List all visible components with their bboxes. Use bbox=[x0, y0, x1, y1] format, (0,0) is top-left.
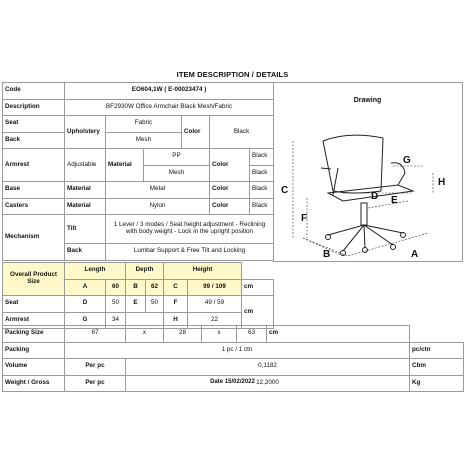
tilt-label: Tilt bbox=[65, 215, 106, 244]
chair-drawing bbox=[273, 113, 461, 258]
length-header: Length bbox=[65, 263, 126, 280]
packing-size-x2: x bbox=[202, 326, 237, 343]
mechanism-back-value: Lumbar Support & Free Tilt and Locking bbox=[106, 244, 274, 261]
dim-c-label: C bbox=[164, 279, 188, 296]
tilt-value: 1 Lever / 3 modes / Seat height adjustment - Reclining with body weight - Lock in the upright position bbox=[106, 215, 274, 244]
casters-row bbox=[3, 198, 274, 215]
label-h: H bbox=[438, 177, 446, 188]
armrest-mesh: Mesh bbox=[144, 165, 210, 182]
casters-color-label: Color bbox=[210, 198, 250, 215]
spec-table bbox=[2, 82, 274, 261]
packing-size-unit: cm bbox=[267, 326, 410, 343]
upholstery-color-label: Color bbox=[182, 116, 210, 149]
sheet-title: ITEM DESCRIPTION / DETAILS bbox=[176, 70, 289, 79]
drawing-header: Drawing bbox=[353, 97, 382, 104]
mechanism-back-label: Back bbox=[65, 244, 106, 261]
description-value: BF2930W Office Armchair Black Mesh/Fabric bbox=[65, 99, 274, 116]
dim-b-label: B bbox=[126, 279, 146, 296]
seat-dim-label: Seat bbox=[3, 296, 65, 313]
volume-value: 0,1182 bbox=[126, 359, 410, 376]
dim-f-label: F bbox=[164, 296, 188, 313]
base-color-label: Color bbox=[210, 182, 250, 199]
base-material: Metal bbox=[106, 182, 210, 199]
seat-row bbox=[3, 116, 274, 133]
label-b: B bbox=[323, 249, 331, 258]
chair-outline bbox=[321, 135, 413, 255]
base-material-label: Material bbox=[65, 182, 106, 199]
volume-label: Volume bbox=[3, 359, 65, 376]
seat-armrest-unit: cm bbox=[242, 296, 274, 329]
upholstery-color: Black bbox=[210, 116, 274, 149]
dim-g-label: G bbox=[65, 312, 106, 329]
base-label: Base bbox=[3, 182, 65, 199]
armrest-material-label: Material bbox=[106, 149, 144, 182]
armrest-row-1 bbox=[3, 149, 274, 166]
header-blank bbox=[242, 263, 274, 280]
dim-d-label: D bbox=[65, 296, 106, 313]
code-row bbox=[3, 83, 274, 100]
packing-size-row bbox=[3, 326, 464, 343]
packing-size-label: Packing Size bbox=[3, 326, 65, 343]
seat-dim-row bbox=[3, 296, 274, 313]
dim-e-label: E bbox=[126, 296, 146, 313]
description-label: Description bbox=[3, 99, 65, 116]
packing-unit: pc/ctn bbox=[410, 342, 464, 359]
upholstery-fabric: Fabric bbox=[106, 116, 182, 133]
packing-label: Packing bbox=[3, 342, 65, 359]
armrest-label: Armrest bbox=[3, 149, 65, 182]
volume-unit: Cbm bbox=[410, 359, 464, 376]
armrest-color-label: Color bbox=[210, 149, 250, 182]
dimension-header-row bbox=[3, 263, 274, 280]
mechanism-label: Mechanism bbox=[3, 215, 65, 261]
weight-value: 12,2000 bbox=[126, 375, 410, 392]
packing-size-height: 63 bbox=[237, 326, 267, 343]
back-label: Back bbox=[3, 132, 65, 149]
code-label: Code bbox=[3, 83, 65, 100]
label-e: E bbox=[391, 195, 398, 206]
dim-h-value: 22 bbox=[188, 312, 242, 329]
dim-b-value: 62 bbox=[146, 279, 164, 296]
drawing-panel bbox=[273, 82, 463, 262]
packing-row bbox=[3, 342, 464, 359]
packing-size-blank bbox=[410, 326, 464, 343]
base-row bbox=[3, 182, 274, 199]
dimension-labels bbox=[281, 155, 445, 258]
casters-label: Casters bbox=[3, 198, 65, 215]
overall-size-label: Overall Product Size bbox=[3, 263, 65, 296]
overall-unit: cm bbox=[242, 279, 274, 296]
armrest-dim-label: Armrest bbox=[3, 312, 65, 329]
armrest-pp: PP bbox=[144, 149, 210, 166]
volume-per: Per pc bbox=[65, 359, 126, 376]
depth-header: Depth bbox=[126, 263, 164, 280]
packing-size-width: 28 bbox=[164, 326, 202, 343]
casters-material: Nylon bbox=[106, 198, 210, 215]
dim-d-value: 50 bbox=[106, 296, 126, 313]
armrest-type: Adjustable bbox=[65, 149, 106, 182]
label-f: F bbox=[301, 213, 308, 224]
label-a: A bbox=[411, 249, 419, 258]
casters-material-label: Material bbox=[65, 198, 106, 215]
mechanism-tilt-row bbox=[3, 215, 274, 244]
upholstery-mesh: Mesh bbox=[106, 132, 182, 149]
packing-size-length: 67 bbox=[65, 326, 126, 343]
label-d: D bbox=[371, 191, 379, 202]
weight-unit: Kg bbox=[410, 375, 464, 392]
code-value: EO604,1W ( E-00023474 ) bbox=[65, 83, 274, 100]
base-color: Black bbox=[250, 182, 274, 199]
armrest-color-1: Black bbox=[250, 149, 274, 166]
dim-a-label: A bbox=[65, 279, 106, 296]
dim-e-value: 50 bbox=[146, 296, 164, 313]
upholstery-label: Upholstery bbox=[65, 116, 106, 149]
weight-per: Per pc bbox=[65, 375, 126, 392]
volume-row bbox=[3, 359, 464, 376]
seat-label: Seat bbox=[3, 116, 65, 133]
label-g: G bbox=[403, 155, 411, 166]
weight-label: Weight / Gross bbox=[3, 375, 65, 392]
dim-c-value: 99 / 109 bbox=[188, 279, 242, 296]
packing-value: 1 pc / 1 ctn bbox=[65, 342, 410, 359]
document-date: Date 15/02/2022 bbox=[210, 379, 255, 385]
description-row bbox=[3, 99, 274, 116]
dim-f-value: 49 / 59 bbox=[188, 296, 242, 313]
dimensions-table bbox=[2, 262, 274, 329]
label-c: C bbox=[281, 185, 289, 196]
dim-h-label: H bbox=[164, 312, 188, 329]
height-header: Height bbox=[164, 263, 242, 280]
armrest-color-2: Black bbox=[250, 165, 274, 182]
casters-color: Black bbox=[250, 198, 274, 215]
dim-a-value: 60 bbox=[106, 279, 126, 296]
packing-size-x1: x bbox=[126, 326, 164, 343]
dim-g-value: 34 bbox=[106, 312, 126, 329]
